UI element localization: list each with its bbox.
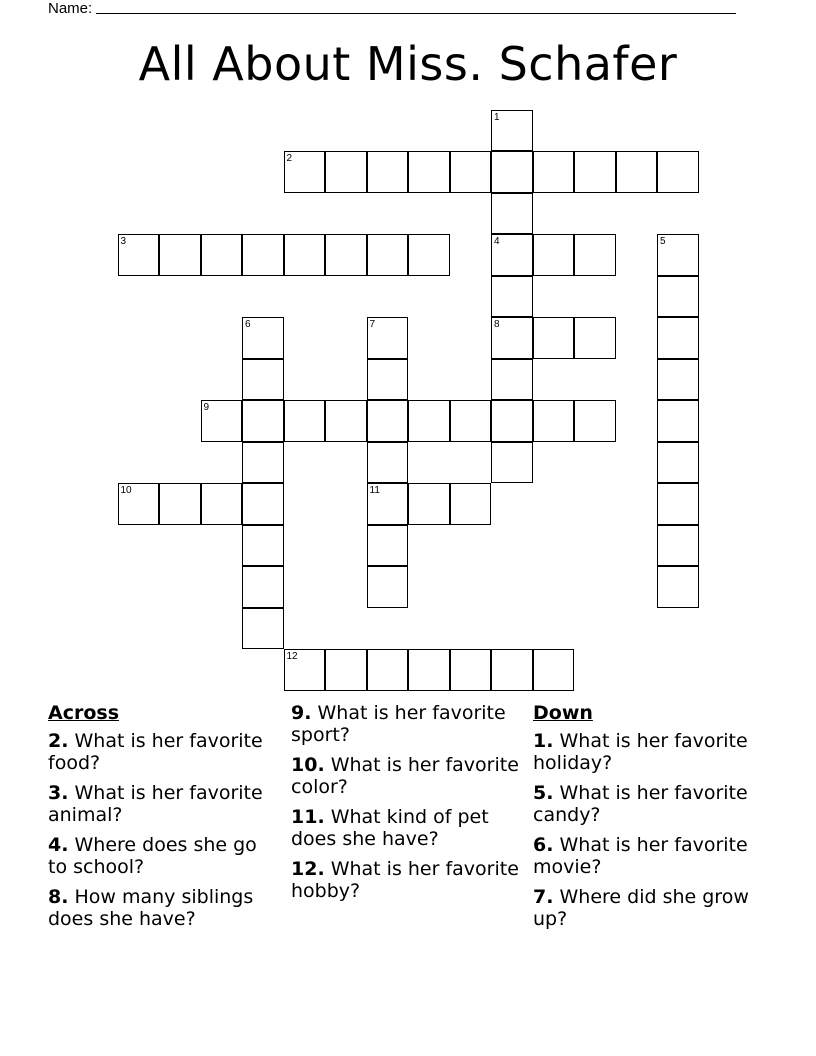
crossword-cell[interactable] — [242, 234, 284, 276]
crossword-cell[interactable] — [657, 400, 699, 442]
crossword-cell[interactable] — [491, 442, 533, 484]
clue-text: Where did she grow up? — [533, 886, 749, 930]
crossword-cell[interactable] — [450, 483, 492, 525]
clue-text: What is her favorite color? — [291, 754, 519, 798]
crossword-cell[interactable] — [450, 400, 492, 442]
crossword-cell[interactable] — [533, 400, 575, 442]
crossword-cell[interactable] — [284, 151, 326, 193]
crossword-cell[interactable] — [367, 483, 409, 525]
clue-item — [48, 782, 278, 826]
clue-number-label: 1. — [533, 730, 554, 752]
crossword-cell[interactable] — [201, 234, 243, 276]
clue-text: What is her favorite movie? — [533, 834, 748, 878]
clue-number: 3 — [120, 236, 127, 247]
clue-text: How many siblings does she have? — [48, 886, 254, 930]
crossword-cell[interactable] — [284, 400, 326, 442]
across-clues-column-2 — [291, 702, 521, 910]
crossword-cell[interactable] — [325, 400, 367, 442]
clue-item — [533, 782, 783, 826]
clue-number: 11 — [369, 485, 380, 496]
clue-number-label: 9. — [291, 702, 312, 724]
crossword-cell[interactable] — [574, 151, 616, 193]
crossword-cell[interactable] — [491, 151, 533, 193]
clue-text: What is her favorite animal? — [48, 782, 263, 826]
clue-item — [291, 702, 521, 746]
crossword-cell[interactable] — [242, 317, 284, 359]
crossword-cell[interactable] — [657, 151, 699, 193]
clue-number-label: 12. — [291, 858, 325, 880]
crossword-cell[interactable] — [657, 234, 699, 276]
clue-item — [48, 886, 278, 930]
clue-text: What is her favorite hobby? — [291, 858, 519, 902]
name-label: Name: — [48, 0, 93, 17]
page-title: All About Miss. Schafer — [138, 37, 678, 91]
clue-text: Where does she go to school? — [48, 834, 257, 878]
clue-item — [48, 730, 278, 774]
clue-item — [48, 834, 278, 878]
crossword-cell[interactable] — [408, 151, 450, 193]
crossword-cell[interactable] — [657, 525, 699, 567]
crossword-cell[interactable] — [657, 317, 699, 359]
crossword-cell[interactable] — [657, 359, 699, 401]
crossword-cell[interactable] — [242, 608, 284, 650]
crossword-cell[interactable] — [367, 442, 409, 484]
crossword-cell[interactable] — [491, 359, 533, 401]
crossword-cell[interactable] — [367, 400, 409, 442]
crossword-cell[interactable] — [367, 359, 409, 401]
crossword-cell[interactable] — [491, 110, 533, 152]
across-clue-list-continued — [291, 702, 521, 902]
crossword-cell[interactable] — [408, 234, 450, 276]
crossword-cell[interactable] — [242, 442, 284, 484]
clue-text: What is her favorite sport? — [291, 702, 506, 746]
crossword-cell[interactable] — [533, 234, 575, 276]
crossword-cell[interactable] — [533, 317, 575, 359]
clue-number: 9 — [203, 402, 210, 413]
clue-number-label: 3. — [48, 782, 69, 804]
crossword-cell[interactable] — [533, 151, 575, 193]
clue-number: 5 — [660, 236, 666, 247]
crossword-cell[interactable] — [574, 317, 616, 359]
crossword-cell[interactable] — [408, 649, 450, 691]
crossword-cell[interactable] — [533, 649, 575, 691]
clue-number-label: 10. — [291, 754, 325, 776]
crossword-cell[interactable] — [201, 400, 243, 442]
crossword-cell[interactable] — [491, 276, 533, 318]
clue-number: 8 — [494, 319, 500, 330]
clue-number: 2 — [286, 153, 293, 164]
crossword-cell[interactable] — [284, 234, 326, 276]
crossword-cell[interactable] — [118, 234, 160, 276]
crossword-cell[interactable] — [491, 317, 533, 359]
crossword-cell[interactable] — [159, 483, 201, 525]
clue-text: What is her favorite food? — [48, 730, 263, 774]
clue-item — [533, 834, 783, 878]
clue-number: 4 — [494, 236, 500, 247]
crossword-cell[interactable] — [616, 151, 658, 193]
crossword-cell[interactable] — [574, 400, 616, 442]
clue-number-label: 5. — [533, 782, 554, 804]
crossword-cell[interactable] — [325, 151, 367, 193]
clue-number-label: 11. — [291, 806, 325, 828]
clue-text: What is her favorite candy? — [533, 782, 748, 826]
clue-item — [291, 806, 521, 850]
crossword-cell[interactable] — [242, 525, 284, 567]
across-clue-list — [48, 730, 278, 930]
crossword-cell[interactable] — [242, 566, 284, 608]
across-heading: Across — [48, 702, 120, 724]
crossword-cell[interactable] — [284, 649, 326, 691]
crossword-cell[interactable] — [367, 234, 409, 276]
crossword-cell[interactable] — [201, 483, 243, 525]
clue-number: 10 — [120, 485, 132, 496]
crossword-cell[interactable] — [242, 359, 284, 401]
crossword-cell[interactable] — [325, 649, 367, 691]
across-clues-column-1 — [48, 702, 278, 938]
clue-number: 7 — [369, 319, 376, 330]
clue-item — [291, 754, 521, 798]
crossword-cell[interactable] — [450, 151, 492, 193]
crossword-cell[interactable] — [408, 483, 450, 525]
clue-item — [533, 730, 783, 774]
down-heading: Down — [533, 702, 593, 724]
crossword-cell[interactable] — [367, 317, 409, 359]
crossword-cell[interactable] — [491, 193, 533, 235]
crossword-cell[interactable] — [574, 234, 616, 276]
crossword-cell[interactable] — [367, 649, 409, 691]
crossword-cell[interactable] — [657, 276, 699, 318]
clue-number: 6 — [245, 319, 251, 330]
crossword-cell[interactable] — [408, 400, 450, 442]
clue-number-label: 8. — [48, 886, 69, 908]
clue-number: 1 — [494, 111, 500, 123]
down-clues-column — [533, 702, 783, 938]
clue-text: What is her favorite holiday? — [533, 730, 748, 774]
crossword-cell[interactable] — [491, 400, 533, 442]
clue-item — [533, 886, 783, 930]
crossword-cell[interactable] — [242, 400, 284, 442]
crossword-cell[interactable] — [242, 483, 284, 525]
crossword-cell[interactable] — [491, 234, 533, 276]
crossword-cell[interactable] — [367, 566, 409, 608]
down-clue-list — [533, 730, 783, 930]
crossword-cell[interactable] — [325, 234, 367, 276]
clue-number-label: 6. — [533, 834, 554, 856]
clue-text: What kind of pet does she have? — [291, 806, 489, 850]
clue-item — [291, 858, 521, 902]
crossword-cell[interactable] — [657, 566, 699, 608]
clue-number-label: 4. — [48, 834, 69, 856]
crossword-cell[interactable] — [657, 442, 699, 484]
clue-number-label: 2. — [48, 730, 69, 752]
clue-number-label: 7. — [533, 886, 554, 908]
crossword-cell[interactable] — [118, 483, 160, 525]
crossword-cell[interactable] — [367, 151, 409, 193]
crossword-cell[interactable] — [450, 649, 492, 691]
crossword-cell[interactable] — [367, 525, 409, 567]
crossword-cell[interactable] — [159, 234, 201, 276]
crossword-cell[interactable] — [657, 483, 699, 525]
crossword-cell[interactable] — [491, 649, 533, 691]
clue-number: 12 — [286, 651, 298, 662]
